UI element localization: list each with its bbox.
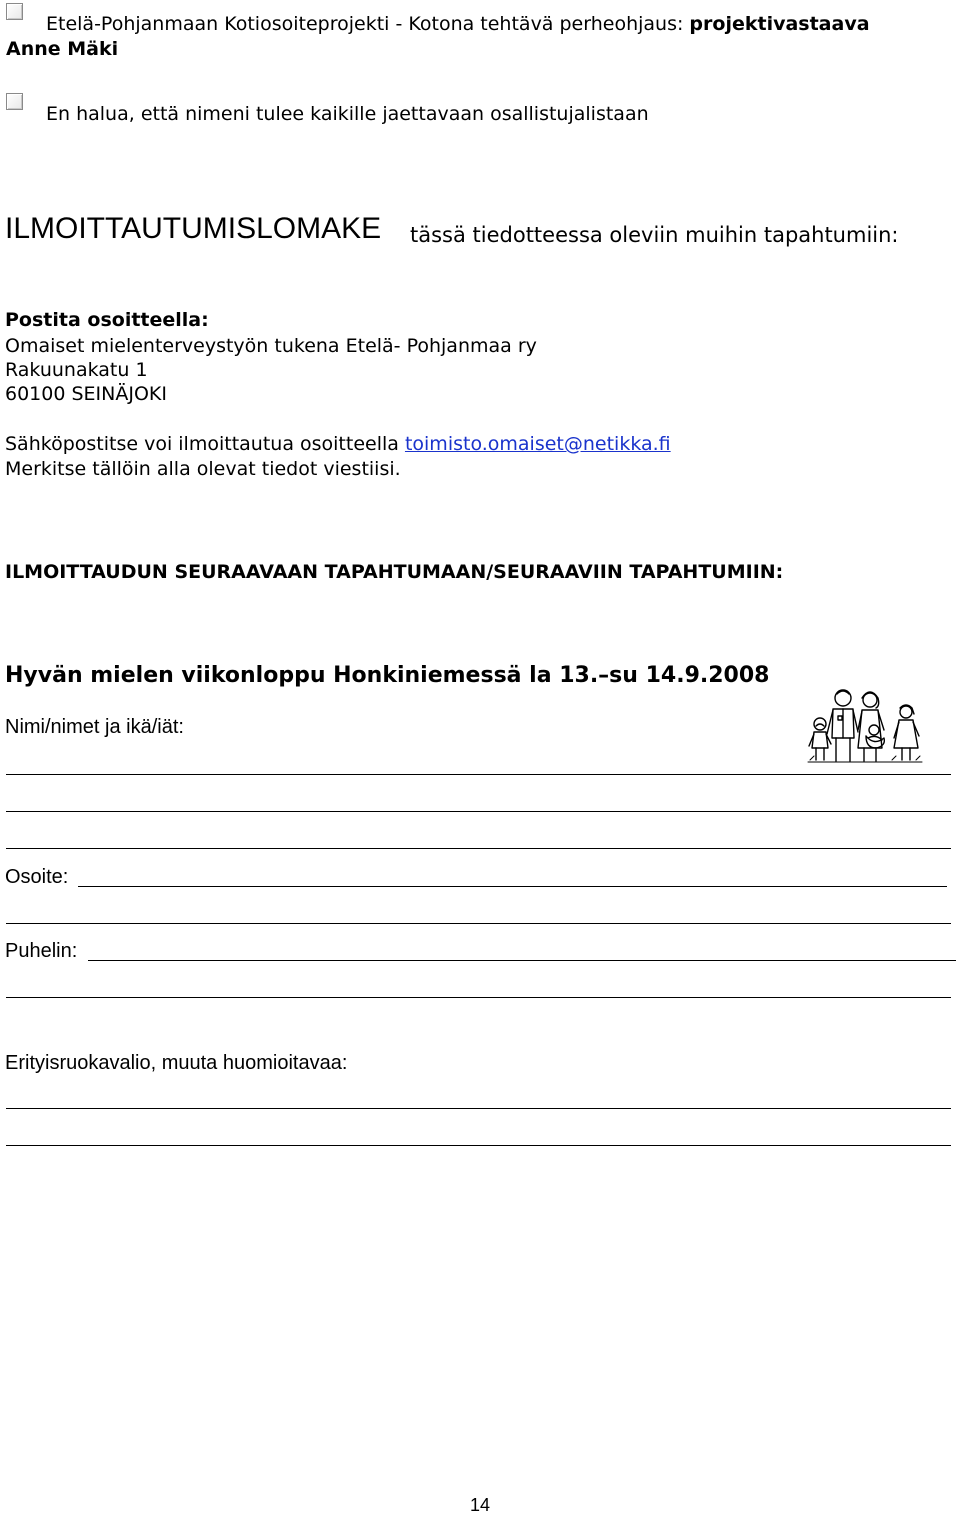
mail-line-1: Omaiset mielenterveystyön tukena Etelä- Pohjanmaa ry — [5, 335, 537, 357]
option-text-1-continued: Anne Mäki — [6, 38, 119, 60]
names-line-3[interactable] — [6, 848, 951, 849]
phone-label: Puhelin: — [5, 940, 78, 962]
diet-label: Erityisruokavalio, muuta huomioitavaa: — [5, 1052, 348, 1074]
option-text-1: Etelä-Pohjanmaan Kotiosoiteprojekti - Kotona tehtävä perheohjaus: projektivastaava — [46, 13, 870, 35]
form-subtitle: tässä tiedotteessa oleviin muihin tapahtumiin: — [410, 223, 899, 247]
option-checkbox-2[interactable] — [6, 93, 23, 110]
phone-line-inline[interactable] — [88, 960, 956, 961]
diet-line-1[interactable] — [6, 1108, 951, 1109]
mail-line-2: Rakuunakatu 1 — [5, 359, 148, 381]
email-instruction: Sähköpostitse voi ilmoittautua osoitteella toimisto.omaiset@netikka.fi — [5, 433, 671, 455]
section-heading: ILMOITTAUDUN SEURAAVAAN TAPAHTUMAAN/SEURAAVIIN TAPAHTUMIIN: — [5, 561, 784, 583]
names-label: Nimi/nimet ja ikä/iät: — [5, 716, 184, 738]
diet-line-2[interactable] — [6, 1145, 951, 1146]
page-number: 14 — [470, 1495, 491, 1515]
option-text-2: En halua, että nimeni tulee kaikille jaettavaan osallistujalistaan — [46, 103, 649, 125]
names-line-2[interactable] — [6, 811, 951, 812]
email-link[interactable]: toimisto.omaiset@netikka.fi — [404, 433, 671, 455]
email-note: Merkitse tällöin alla olevat tiedot viestiisi. — [5, 458, 401, 480]
option-checkbox-1[interactable] — [6, 3, 23, 20]
names-line-1[interactable] — [6, 774, 951, 775]
address-line-2[interactable] — [6, 923, 951, 924]
form-title: ILMOITTAUTUMISLOMAKE — [5, 212, 382, 245]
address-label: Osoite: — [5, 866, 69, 888]
mail-line-3: 60100 SEINÄJOKI — [5, 383, 167, 405]
phone-line-2[interactable] — [6, 997, 951, 998]
family-illustration — [806, 686, 924, 764]
mail-label: Postita osoitteella: — [5, 309, 209, 331]
address-line-inline[interactable] — [78, 886, 947, 887]
event-title: Hyvän mielen viikonloppu Honkiniemessä la 13.–su 14.9.2008 — [5, 663, 770, 688]
